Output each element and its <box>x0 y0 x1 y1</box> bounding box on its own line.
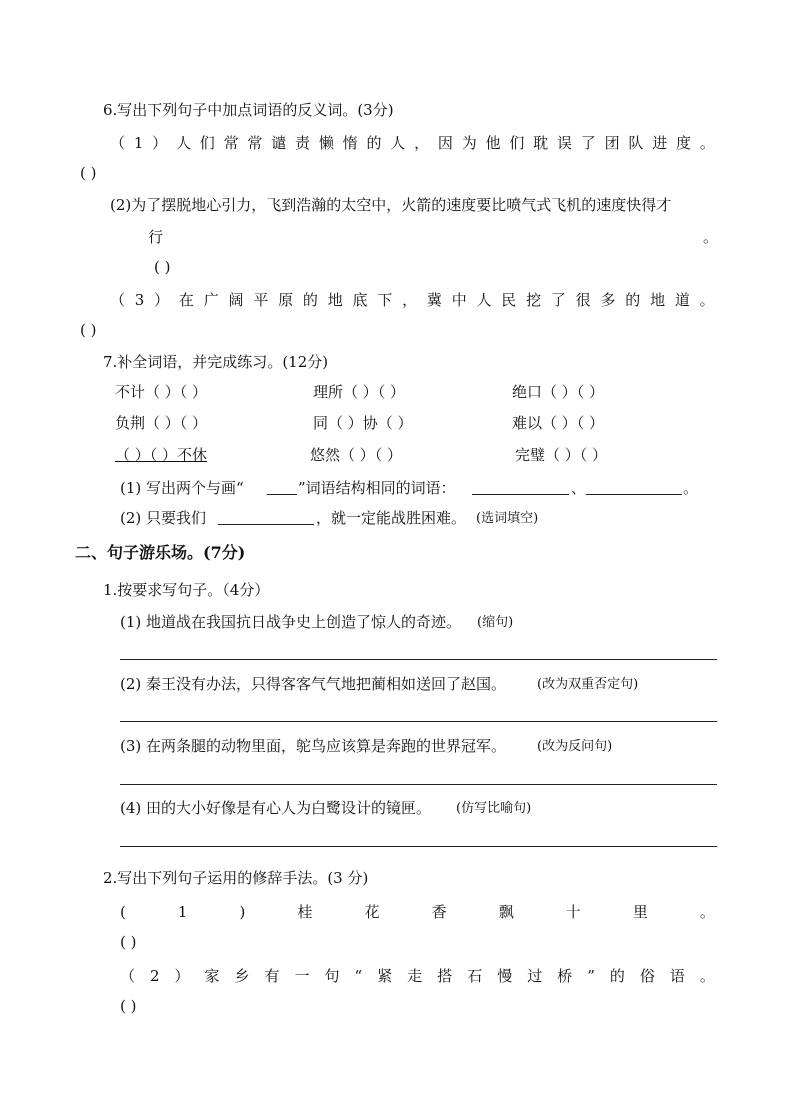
q7-exercise-2-note: (选词填空) <box>476 511 539 526</box>
part2-item-4-text: (4) 田的大小好像是有心人为白鹭设计的镜匣。 <box>120 799 432 817</box>
sentence-char: 里 <box>632 903 648 921</box>
sentence-char: 句 <box>324 967 340 985</box>
sentence-char: 俗 <box>639 967 655 985</box>
sentence-char: ( <box>120 903 126 921</box>
sentence-char: 1 <box>177 903 188 921</box>
sentence-char: 2 <box>150 967 160 985</box>
sentence-char: 香 <box>431 903 447 921</box>
sentence-char: 人 <box>476 291 492 309</box>
sentence-char: 3 <box>134 291 145 309</box>
sentence-char: 紧 <box>377 967 393 985</box>
sentence-char: 懒 <box>318 134 334 152</box>
part2-item-3-answer-line[interactable] <box>120 784 717 785</box>
sentence-char: 地 <box>650 291 666 309</box>
sentence-char: 耽 <box>533 134 549 152</box>
sentence-char: 桂 <box>297 903 313 921</box>
part2-q2-sentence-1 <box>120 902 715 922</box>
sentence-char: ） <box>154 291 170 309</box>
sentence-char: ， <box>402 291 418 309</box>
sentence-char: 石 <box>467 967 483 985</box>
sentence-char: 了 <box>550 291 566 309</box>
q7-exercise-1-underline-sample <box>267 494 297 495</box>
q7-exercise-1-blank-1[interactable] <box>472 494 569 495</box>
sentence-char: ） <box>174 967 190 985</box>
q7-exercise-2-a: (2) 只要我们 <box>120 509 207 527</box>
sentence-char: （ <box>110 291 126 309</box>
sentence-char: 多 <box>600 291 616 309</box>
sentence-char: 责 <box>295 134 311 152</box>
sentence-char: 了 <box>580 134 596 152</box>
part2-item-2-note: (改为双重否定句) <box>537 677 639 692</box>
sentence-char: 走 <box>407 967 423 985</box>
part2-item-3-note: (改为反问句) <box>537 739 613 754</box>
sentence-char: 度 <box>676 134 692 152</box>
part2-q2-title: 2.写出下列句子运用的修辞手法。(3 分) <box>103 869 369 887</box>
sentence-char: 冀 <box>426 291 442 309</box>
q7-title: 7.补全词语，并完成练习。(12分) <box>103 353 329 371</box>
q6-title: 6.写出下列句子中加点词语的反义词。(3分) <box>103 101 394 119</box>
sentence-char: 底 <box>352 291 368 309</box>
sentence-char: 队 <box>628 134 644 152</box>
sentence-char: “ <box>354 967 363 985</box>
part2-item-4-note: (仿写比喻句) <box>456 801 532 816</box>
sentence-char: 在 <box>178 291 194 309</box>
sentence-char: 平 <box>253 291 269 309</box>
q6-sentence-2-line2: 行 <box>148 228 164 246</box>
sentence-char: 谴 <box>271 134 287 152</box>
sentence-char: 桥 <box>557 967 573 985</box>
sentence-char: 为 <box>461 134 477 152</box>
q6-sentence-2-line1: (2)为了摆脱地心引力，飞到浩瀚的太空中，火箭的速度要比喷气式飞机的速度快得才 <box>110 196 672 214</box>
sentence-char: 们 <box>199 134 215 152</box>
sentence-char: 的 <box>625 291 641 309</box>
sentence-char: 中 <box>451 291 467 309</box>
sentence-char: 。 <box>699 903 715 921</box>
part2-title: 二、句子游乐场。(7分) <box>75 543 246 562</box>
sentence-char: 家 <box>204 967 220 985</box>
part2-q2-sentence-2 <box>120 966 715 986</box>
sentence-char: 下 <box>377 291 393 309</box>
q7-exercise-2-blank[interactable] <box>218 524 314 525</box>
q7-exercise-1-end: 。 <box>683 479 699 497</box>
sentence-char: 一 <box>294 967 310 985</box>
sentence-char: 地 <box>327 291 343 309</box>
sentence-char: 。 <box>699 967 715 985</box>
q7-exercise-1-a: (1) 写出两个与画“ <box>120 479 244 497</box>
sentence-char: 挖 <box>526 291 542 309</box>
sentence-char: 1 <box>133 134 144 152</box>
q7-exercise-2-b: ，就一定能战胜困难。 <box>316 509 467 527</box>
q7-word-4[interactable]: 负荆（ ）（ ） <box>115 414 208 432</box>
sentence-char: 广 <box>203 291 219 309</box>
q7-exercise-1-b: ”词语结构相同的词语： <box>298 479 456 497</box>
part2-q2-answer-paren-2[interactable]: ( ) <box>120 997 137 1015</box>
sentence-char: 。 <box>699 291 715 309</box>
q7-word-6[interactable]: 难以（ ）（ ） <box>512 414 605 432</box>
q7-exercise-1-blank-2[interactable] <box>586 494 682 495</box>
sentence-char: （ <box>110 134 126 152</box>
q7-word-1[interactable]: 不计（ ）（ ） <box>115 383 208 401</box>
q6-sentence-3 <box>110 290 715 310</box>
sentence-char: 因 <box>437 134 453 152</box>
sentence-char: 惰 <box>342 134 358 152</box>
sentence-char: （ <box>120 967 136 985</box>
sentence-char: 常 <box>223 134 239 152</box>
q7-word-7-underlined[interactable]: （ ）（ ）不休 <box>115 446 208 464</box>
part2-item-2-text: (2) 秦王没有办法，只得客客气气地把蔺相如送回了赵国。 <box>120 675 507 693</box>
part2-item-2-answer-line[interactable] <box>120 721 717 722</box>
q7-word-8[interactable]: 悠然（ ）（ ） <box>310 446 403 464</box>
sentence-char: 道 <box>674 291 690 309</box>
part2-q1-title: 1.按要求写句子。（4分） <box>103 581 270 599</box>
part2-item-1-answer-line[interactable] <box>120 659 717 660</box>
part2-item-1-note: (缩句) <box>477 615 514 630</box>
q7-word-3[interactable]: 绝口（ ）（ ） <box>512 383 605 401</box>
sentence-char: ” <box>587 967 595 985</box>
sentence-char: 民 <box>501 291 517 309</box>
sentence-char: ) <box>239 903 246 921</box>
sentence-char: 很 <box>575 291 591 309</box>
sentence-char: 。 <box>699 134 715 152</box>
sentence-char: 语 <box>669 967 685 985</box>
sentence-char: 进 <box>652 134 668 152</box>
sentence-char: 他 <box>485 134 501 152</box>
part2-item-4-answer-line[interactable] <box>120 846 717 847</box>
sentence-char: 人 <box>175 134 191 152</box>
sentence-char: 飘 <box>498 903 514 921</box>
q7-exercise-1-sep: 、 <box>571 479 587 497</box>
q7-word-9[interactable]: 完璧（ ）（ ） <box>515 446 608 464</box>
part2-q2-answer-paren-1[interactable]: ( ) <box>120 933 137 951</box>
q7-word-2[interactable]: 理所（ ）（ ） <box>313 383 406 401</box>
part2-item-3-text: (3) 在两条腿的动物里面，鸵鸟应该算是奔跑的世界冠军。 <box>120 737 507 755</box>
sentence-char: 慢 <box>497 967 513 985</box>
q7-word-5[interactable]: 同（ ）协（ ） <box>313 414 413 432</box>
q6-sentence-2-end: 。 <box>703 228 719 246</box>
sentence-char: 人 <box>390 134 406 152</box>
q6-sentence-1 <box>110 133 715 153</box>
sentence-char: 花 <box>364 903 380 921</box>
sentence-char: ） <box>152 134 168 152</box>
sentence-char: ， <box>414 134 430 152</box>
sentence-char: 原 <box>278 291 294 309</box>
sentence-char: 十 <box>565 903 581 921</box>
sentence-char: 有 <box>264 967 280 985</box>
sentence-char: 过 <box>527 967 543 985</box>
q6-answer-paren-3[interactable]: ( ) <box>80 321 97 339</box>
sentence-char: 阔 <box>228 291 244 309</box>
sentence-char: 误 <box>556 134 572 152</box>
q6-answer-paren-1[interactable]: ( ) <box>80 164 97 182</box>
sentence-char: 常 <box>247 134 263 152</box>
sentence-char: 们 <box>509 134 525 152</box>
sentence-char: 的 <box>302 291 318 309</box>
q6-answer-paren-2[interactable]: ( ) <box>154 258 171 276</box>
sentence-char: 搭 <box>437 967 453 985</box>
sentence-char: 团 <box>604 134 620 152</box>
sentence-char: 乡 <box>234 967 250 985</box>
sentence-char: 的 <box>366 134 382 152</box>
part2-item-1-text: (1) 地道战在我国抗日战争史上创造了惊人的奇迹。 <box>120 613 462 631</box>
sentence-char: 的 <box>609 967 625 985</box>
